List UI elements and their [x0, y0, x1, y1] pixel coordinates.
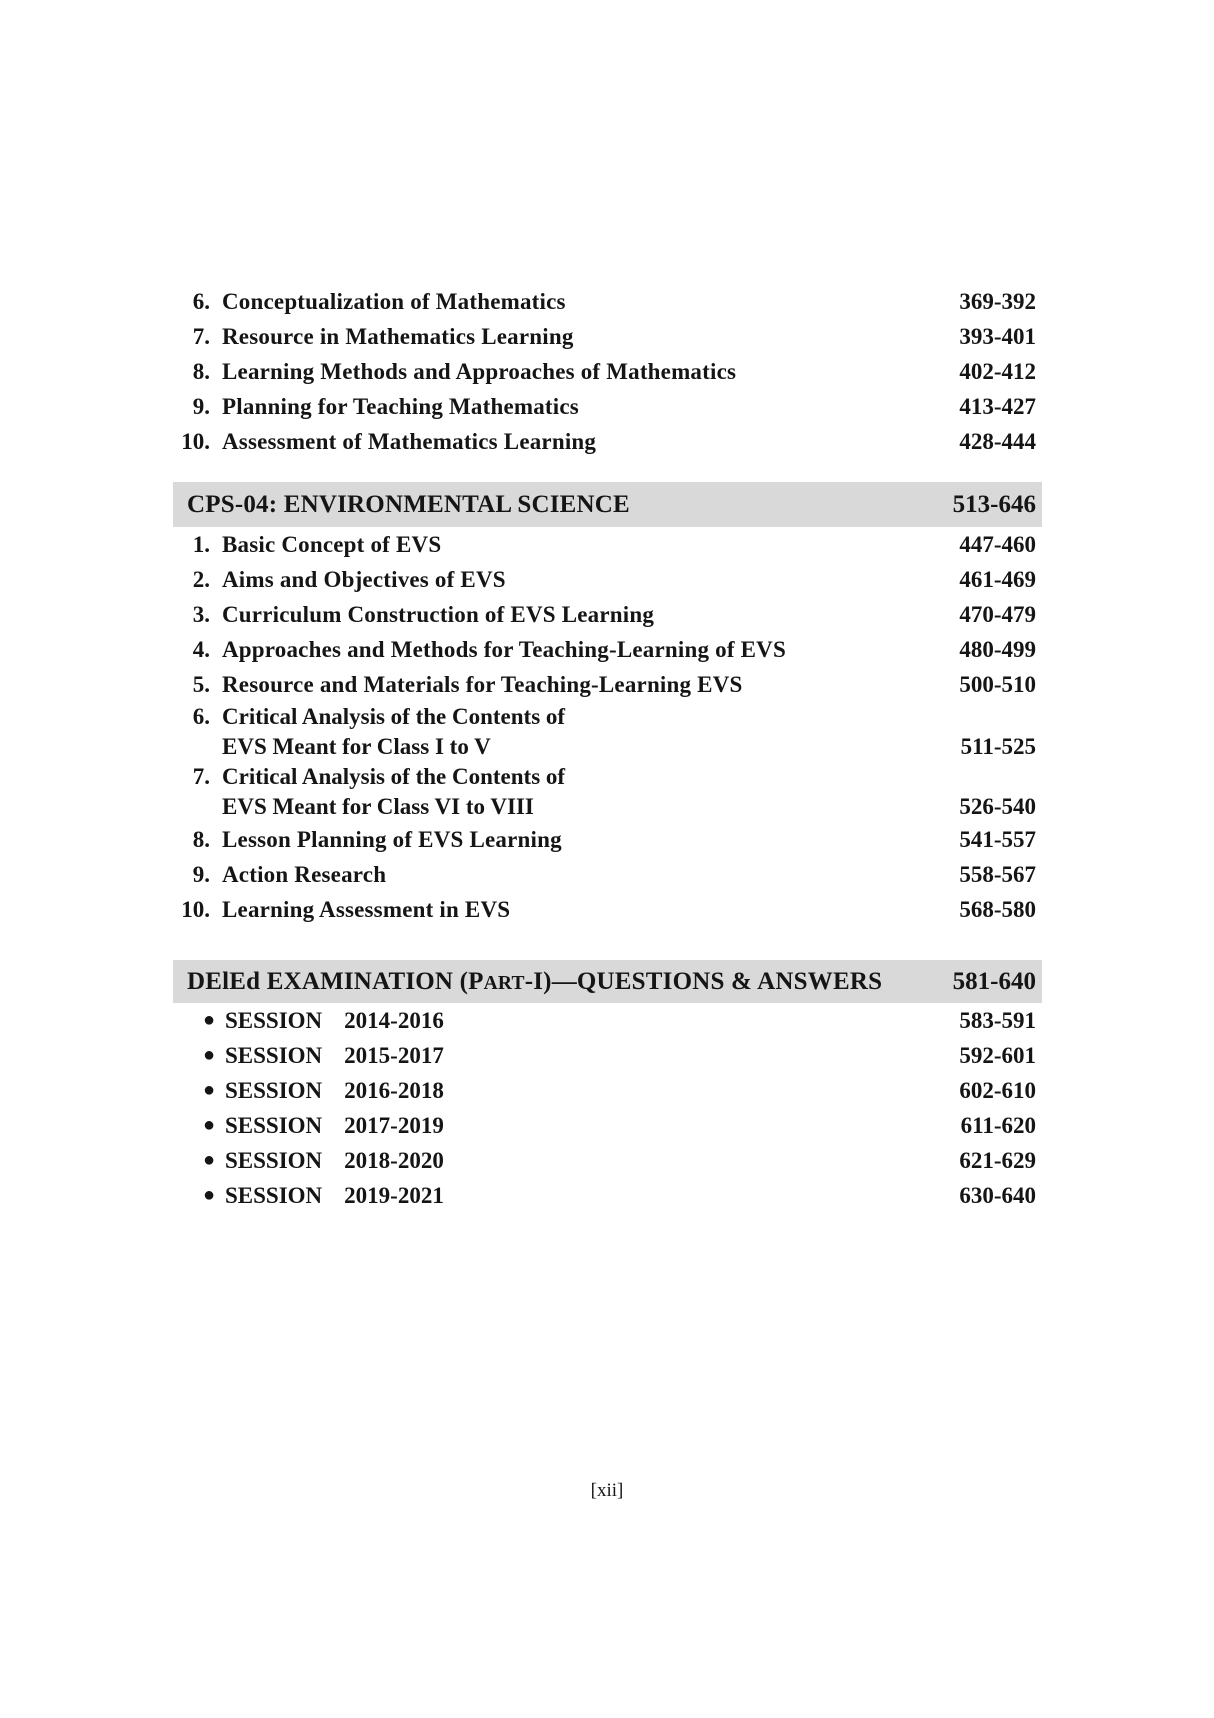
section-pages: 513-646	[952, 490, 1036, 518]
entry-number: 9.	[192, 861, 210, 887]
session-years: 2014-2016	[344, 1007, 444, 1033]
entry-title: Resource and Materials for Teaching-Learning EVS	[222, 671, 743, 697]
entry-title: Resource in Mathematics Learning	[222, 323, 574, 349]
session-years: 2015-2017	[344, 1042, 444, 1068]
entry-pages: 447-460	[959, 531, 1036, 557]
session-entry	[173, 1038, 1042, 1073]
section-title	[187, 968, 882, 996]
entry-number: 3.	[192, 601, 210, 627]
session-entry	[173, 1108, 1042, 1143]
section-title-suffix: -I)—QUESTIONS & ANSWERS	[524, 967, 883, 995]
entry-number: 5.	[192, 671, 210, 697]
bullet-icon: ●	[203, 1044, 216, 1066]
entry-title: Approaches and Methods for Teaching-Learning of EVS	[222, 636, 786, 662]
toc-entry	[173, 527, 1042, 562]
session-label: SESSION	[225, 1182, 323, 1208]
toc-entry	[173, 632, 1042, 667]
entry-title: Aims and Objectives of EVS	[222, 566, 506, 592]
entry-pages: 402-412	[959, 358, 1036, 384]
session-entry	[173, 1073, 1042, 1108]
bullet-icon: ●	[203, 1009, 216, 1031]
toc-entry	[173, 667, 1042, 702]
session-years: 2017-2019	[344, 1112, 444, 1138]
entry-pages: 611-620	[960, 1112, 1036, 1138]
entry-number: 6.	[192, 288, 210, 314]
toc-entry	[173, 284, 1042, 319]
section-title-smallcaps: ART	[483, 972, 525, 994]
entry-pages: 630-640	[959, 1182, 1036, 1208]
toc-entry	[173, 389, 1042, 424]
toc-entry	[173, 857, 1042, 892]
toc-entry	[173, 762, 1042, 822]
session-entry	[173, 1178, 1042, 1213]
entry-number: 7.	[192, 764, 210, 789]
entry-pages: 369-392	[959, 288, 1036, 314]
entry-pages: 461-469	[959, 566, 1036, 592]
entry-number: 2.	[192, 566, 210, 592]
table-of-contents	[173, 284, 1042, 1213]
session-label: SESSION	[225, 1147, 323, 1173]
entry-pages: 470-479	[959, 601, 1036, 627]
toc-entry	[173, 562, 1042, 597]
entry-number: 10.	[181, 896, 210, 922]
entry-title: Basic Concept of EVS	[222, 531, 442, 557]
entry-number: 8.	[192, 826, 210, 852]
session-label: SESSION	[225, 1112, 323, 1138]
session-entry	[173, 1003, 1042, 1038]
entry-number: 8.	[192, 358, 210, 384]
section-title: CPS-04: ENVIRONMENTAL SCIENCE	[187, 490, 630, 518]
toc-entry	[173, 892, 1042, 927]
entry-pages: 511-525	[960, 734, 1036, 759]
entry-pages: 541-557	[959, 826, 1036, 852]
entry-pages: 500-510	[959, 671, 1036, 697]
session-years: 2016-2018	[344, 1077, 444, 1103]
entry-title: Planning for Teaching Mathematics	[222, 393, 579, 419]
entry-pages: 621-629	[959, 1147, 1036, 1173]
entry-title: Learning Assessment in EVS	[222, 896, 511, 922]
entry-number: 10.	[181, 428, 210, 454]
entry-title: Action Research	[222, 861, 387, 887]
toc-entry	[173, 424, 1042, 459]
entry-title: Lesson Planning of EVS Learning	[222, 826, 562, 852]
entry-title-line2: EVS Meant for Class VI to VIII	[222, 794, 534, 819]
entry-title: Assessment of Mathematics Learning	[222, 428, 597, 454]
section-title-prefix: DElEd EXAMINATION (P	[187, 967, 484, 995]
bullet-icon: ●	[203, 1079, 216, 1101]
session-years: 2019-2021	[344, 1182, 444, 1208]
session-label: SESSION	[225, 1077, 323, 1103]
entry-title: Learning Methods and Approaches of Mathematics	[222, 358, 737, 384]
toc-entry	[173, 822, 1042, 857]
entry-pages: 568-580	[959, 896, 1036, 922]
session-label: SESSION	[225, 1007, 323, 1033]
entry-title: Curriculum Construction of EVS Learning	[222, 601, 655, 627]
entry-number: 7.	[192, 323, 210, 349]
entry-title: Conceptualization of Mathematics	[222, 288, 566, 314]
entry-title-line1: Critical Analysis of the Contents of	[222, 764, 566, 789]
entry-pages: 413-427	[959, 393, 1036, 419]
entry-title-line2: EVS Meant for Class I to V	[222, 734, 491, 759]
entry-title-line1: Critical Analysis of the Contents of	[222, 704, 566, 729]
toc-entry	[173, 354, 1042, 389]
page-folio: [xii]	[590, 1480, 624, 1501]
entry-pages: 602-610	[959, 1077, 1036, 1103]
bullet-icon: ●	[203, 1184, 216, 1206]
entry-pages: 480-499	[959, 636, 1036, 662]
toc-entry	[173, 702, 1042, 762]
entry-number: 1.	[192, 531, 210, 557]
entry-pages: 393-401	[959, 323, 1036, 349]
session-years: 2018-2020	[344, 1147, 444, 1173]
entry-pages: 428-444	[959, 428, 1036, 454]
entry-number: 4.	[192, 636, 210, 662]
session-label: SESSION	[225, 1042, 323, 1068]
bullet-icon: ●	[203, 1149, 216, 1171]
entry-pages: 583-591	[959, 1007, 1036, 1033]
entry-number: 6.	[192, 704, 210, 729]
entry-number: 9.	[192, 393, 210, 419]
entry-title	[222, 762, 565, 822]
entry-title	[222, 702, 565, 762]
toc-entry	[173, 597, 1042, 632]
entry-pages: 558-567	[959, 861, 1036, 887]
session-entry	[173, 1143, 1042, 1178]
section-header-deled-examination	[173, 960, 1042, 1003]
section-pages: 581-640	[952, 967, 1036, 995]
section-header-environmental-science	[173, 482, 1042, 527]
toc-entry	[173, 319, 1042, 354]
bullet-icon: ●	[203, 1114, 216, 1136]
entry-pages: 526-540	[959, 794, 1036, 819]
entry-pages: 592-601	[959, 1042, 1036, 1068]
